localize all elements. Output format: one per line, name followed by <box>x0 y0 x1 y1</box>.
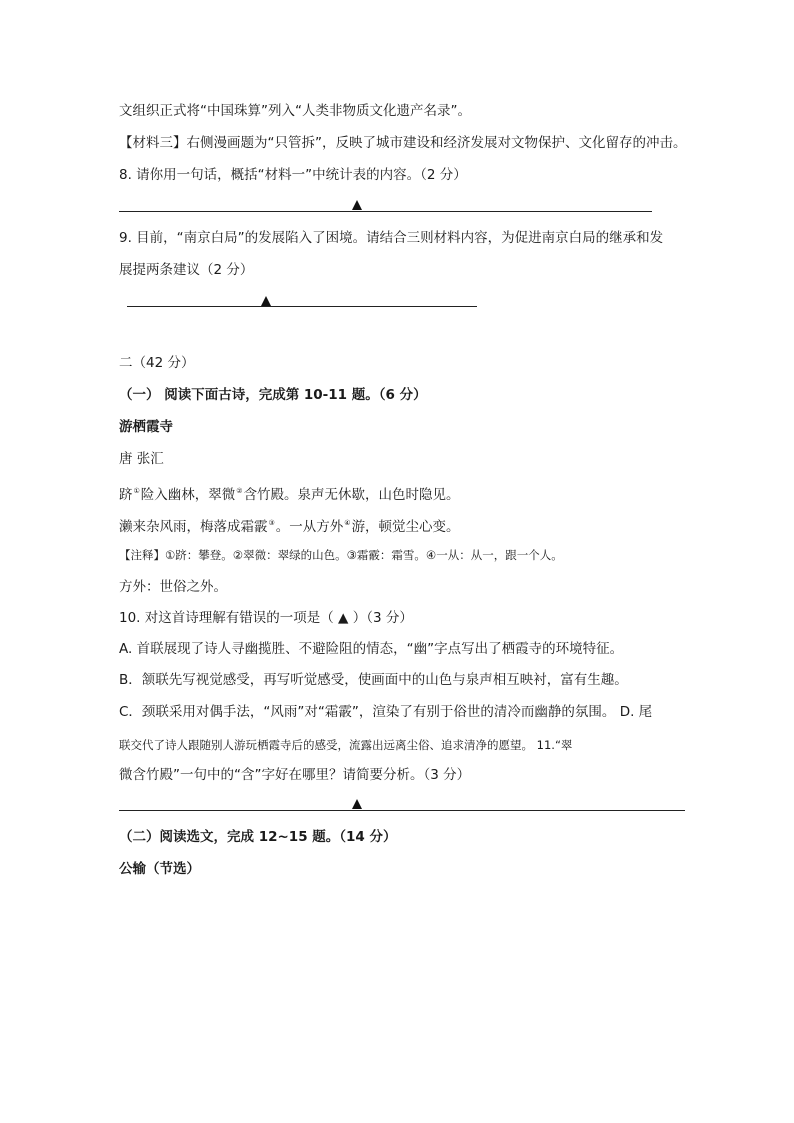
option-a: A. 首联展现了诗人寻幽揽胜、不避险阻的情态，“幽”字点写出了栖霞寺的环境特征。 <box>119 641 624 657</box>
answer-triangle-icon <box>261 296 271 306</box>
poem-title: 游栖霞寺 <box>119 419 173 435</box>
option-c: C．颈联采用对偶手法，“风雨”对“霜霰”，渲染了有别于俗世的清冷而幽静的氛围。 D. 尾 <box>119 704 653 720</box>
footnote-mark: ④ <box>344 519 351 527</box>
part-heading: （二）阅读选文，完成 12~15 题。（14 分） <box>119 829 397 845</box>
question-8: 8. 请你用一句话，概括“材料一”中统计表的内容。（2 分） <box>119 167 467 183</box>
poem-text: 游，顿觉尘心变。 <box>351 519 460 535</box>
answer-line[interactable] <box>119 810 685 811</box>
footnote-mark: ③ <box>268 519 275 527</box>
footnotes: 【注释】①跻：攀登。②翠微：翠绿的山色。③霜霰：霜雪。④一从：从一，跟一个人。 <box>119 548 563 562</box>
text-line: 文组织正式将“中国珠算”列入“人类非物质文化遗产名录”。 <box>119 103 471 119</box>
question-9: 9. 目前，“南京白局”的发展陷入了困境。请结合三则材料内容，为促进南京白局的继承和发 <box>119 230 664 246</box>
section-heading: 二（42 分） <box>119 355 195 371</box>
answer-triangle-icon <box>352 200 362 210</box>
poem-text: 含竹殿。泉声无休歇，山色时隐见。 <box>243 487 460 503</box>
answer-line[interactable] <box>119 211 652 212</box>
footnote-mark: ① <box>133 487 140 495</box>
text-line: 【材料三】右侧漫画题为“只管拆”，反映了城市建设和经济发展对文物保护、文化留存的冲击。 <box>119 135 687 151</box>
part-heading: （一） 阅读下面古诗，完成第 10-11 题。（6 分） <box>119 387 427 403</box>
option-b: B．颔联先写视觉感受，再写听觉感受，使画面中的山色与泉声相互映衬，富有生趣。 <box>119 672 628 688</box>
poem-text: 濑来杂风雨，梅落成霜霰 <box>119 519 268 535</box>
question-11: 微含竹殿”一句中的“含”字好在哪里？请简要分析。（3 分） <box>119 767 471 783</box>
poem-line <box>119 482 460 504</box>
question-9-cont: 展提两条建议（2 分） <box>119 262 254 278</box>
poem-text: 险入幽林，翠微 <box>140 487 236 503</box>
poem-author: 唐 张汇 <box>119 451 164 467</box>
answer-triangle-icon <box>352 799 362 809</box>
text-title: 公输（节选） <box>119 861 200 877</box>
poem-line <box>119 514 460 536</box>
poem-text: 。一从方外 <box>275 519 344 535</box>
poem-text: 跻 <box>119 487 133 503</box>
footnotes-cont: 方外：世俗之外。 <box>119 579 227 595</box>
answer-line[interactable] <box>127 306 477 307</box>
footnote-mark: ② <box>236 487 243 495</box>
option-d: 联交代了诗人跟随别人游玩栖霞寺后的感受，流露出远离尘俗、追求清净的愿望。 11.“翠 <box>119 738 573 752</box>
question-10: 10. 对这首诗理解有错误的一项是（ ▲ ）（3 分） <box>119 610 413 626</box>
